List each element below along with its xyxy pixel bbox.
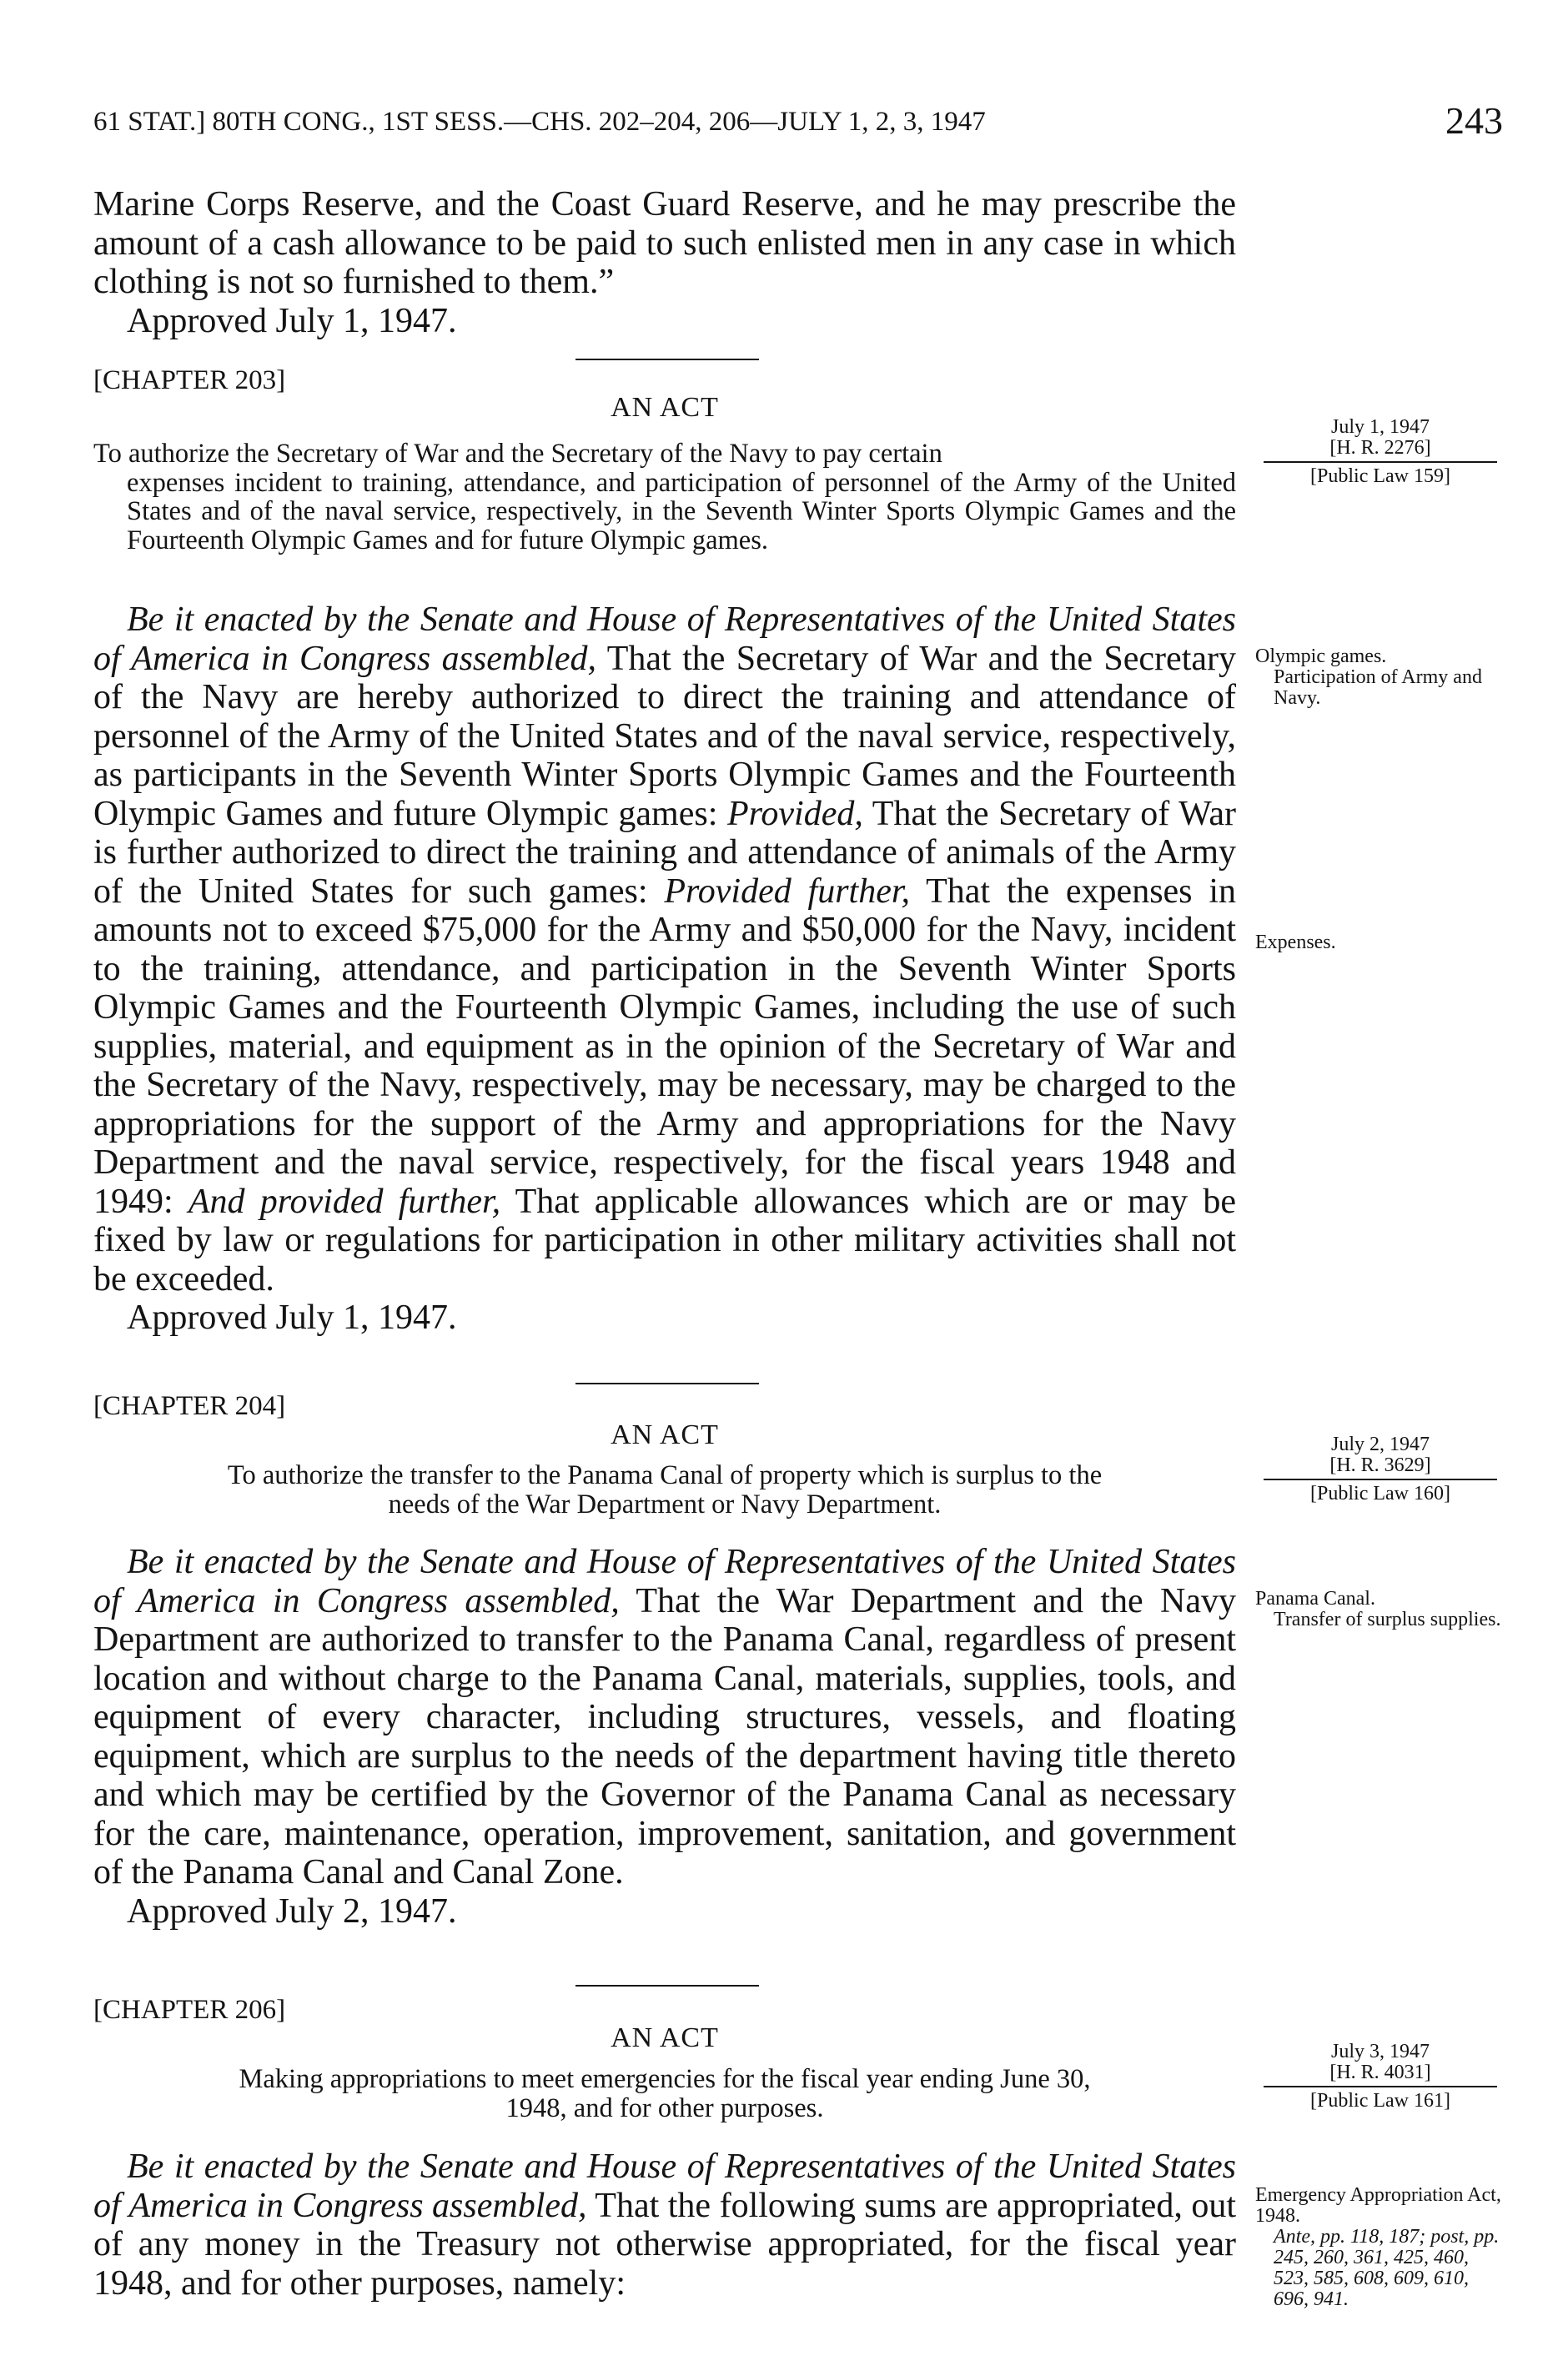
section-divider bbox=[575, 1383, 759, 1384]
continued-section bbox=[93, 185, 1236, 340]
chapter-203-title bbox=[93, 440, 1236, 555]
chapter-206-public-law: [Public Law 161] bbox=[1310, 2090, 1450, 2112]
chapter-203-label: [CHAPTER 203] bbox=[93, 365, 286, 395]
chapter-206-bill: [H. R. 4031] bbox=[1264, 2062, 1497, 2087]
chapter-203-an-act: AN ACT bbox=[611, 392, 719, 423]
chapter-204-label: [CHAPTER 204] bbox=[93, 1391, 286, 1421]
chapter-204-title-rest: needs of the War Department or Navy Department. bbox=[388, 1489, 942, 1520]
chapter-203-expenses-note: Expenses. bbox=[1255, 932, 1336, 953]
chapter-204-body bbox=[93, 1543, 1236, 1931]
chapter-206-date: July 3, 1947 bbox=[1330, 2041, 1430, 2062]
chapter-206-margin-citation bbox=[1255, 2042, 1505, 2112]
chapter-203-sidenote: Olympic games. Participation of Army and Navy. bbox=[1255, 645, 1482, 709]
enacting-clause: Be it enacted by the Senate and House of Representatives of the United States of America in Congress assembled, bbox=[93, 600, 1236, 678]
header-citation: 61 STAT.] 80TH CONG., 1ST SESS.—CHS. 202–204, 206—JULY 1, 2, 3, 1947 bbox=[93, 107, 986, 137]
chapter-204-title-first: To authorize the transfer to the Panama Canal of property which is surplus to the bbox=[227, 1460, 1103, 1490]
chapter-206-body bbox=[93, 2147, 1236, 2303]
chapter-204-margin-citation bbox=[1255, 1434, 1505, 1504]
page-number: 243 bbox=[1445, 99, 1503, 142]
chapter-203-title-rest: expenses incident to training, attendance, and participation of personnel of the Army of the United States and of the naval service, respectively, in the Seventh Winter Sports Olympic Games and the Fourteenth Olympic Games and for future Olympic games. bbox=[127, 467, 1236, 555]
continued-approved: Approved July 1, 1947. bbox=[127, 301, 457, 340]
chapter-204-sidenote: Panama Canal. Transfer of surplus supplies. bbox=[1255, 1588, 1501, 1630]
chapter-204-title bbox=[93, 1461, 1236, 1519]
chapter-206-paragraph: Be it enacted by the Senate and House of Representatives of the United States of America in Congress assembled, That the following sums are appropriated, out of any money in the Treasury not otherwise appropriated, for the fiscal year 1948, and for other purposes, namely: bbox=[93, 2147, 1237, 2303]
chapter-204-paragraph: Be it enacted by the Senate and House of Representatives of the United States of America in Congress assembled, That the War Department and the Navy Department are authorized to transfer to the Panama Canal, regardless of present location and without charge to the Panama Canal, materials, supplies, tools, and equipment of every character, including structures, vessels, and floating equipment, which are surplus to the needs of the department having title thereto and which may be certified by the Governor of the Panama Canal as necessary for the care, maintenance, operation, improvement, sanitation, and government of the Panama Canal and Canal Zone. bbox=[93, 1543, 1236, 1891]
enacting-clause: Be it enacted by the Senate and House of Representatives of the United States of America in Congress assembled, bbox=[93, 2147, 1236, 2225]
chapter-204-public-law: [Public Law 160] bbox=[1310, 1483, 1450, 1504]
chapter-204-an-act: AN ACT bbox=[611, 1419, 719, 1450]
chapter-203-approved: Approved July 1, 1947. bbox=[127, 1299, 457, 1337]
chapter-206-label: [CHAPTER 206] bbox=[93, 1995, 286, 2025]
chapter-203-margin-citation bbox=[1255, 417, 1505, 487]
chapter-203-date: July 1, 1947 bbox=[1330, 416, 1430, 438]
chapter-204-bill: [H. R. 3629] bbox=[1264, 1455, 1497, 1480]
chapter-203-paragraph: Be it enacted by the Senate and House of Representatives of the United States of America in Congress assembled, That the Secretary of War and the Secretary of the Navy are hereby authorized to direct the training and attendance of personnel of the Army of the United States and of the naval service, respectively, as participants in the Seventh Winter Sports Olympic Games and the Fourteenth Olympic Games and future Olympic games: Provided, That the Secretary of War is further authorized to direct the training and attendance of animals of the Army of the United States for such games: Provided further, That the expenses in amounts not to exceed $75,000 for the Army and $50,000 for the Navy, incident to the training, attendance, and participation in the Seventh Winter Sports Olympic Games and the Fourteenth Olympic Games, including the use of such supplies, material, and equipment as in the opinion of the Secretary of War and the Secretary of the Navy, respectively, may be necessary, may be charged to the appropriations for the support of the Army and appropriations for the Navy Department and the naval service, respectively, for the fiscal years 1948 and 1949: And provided further, That applicable allowances which are or may be fixed by law or regulations for participation in other military activities shall not be exceeded. bbox=[93, 600, 1236, 1299]
section-divider bbox=[575, 1985, 759, 1987]
running-header bbox=[93, 99, 1503, 142]
chapter-206-title-rest: 1948, and for other purposes. bbox=[505, 2092, 824, 2123]
chapter-203-bill: [H. R. 2276] bbox=[1264, 438, 1497, 463]
chapter-203-public-law: [Public Law 159] bbox=[1310, 465, 1450, 487]
chapter-204-date: July 2, 1947 bbox=[1330, 1434, 1430, 1455]
chapter-206-title bbox=[93, 2065, 1236, 2122]
chapter-206-title-first: Making appropriations to meet emergencies for the fiscal year ending June 30, bbox=[239, 2064, 1091, 2094]
chapter-204-approved: Approved July 2, 1947. bbox=[127, 1891, 457, 1931]
enacting-clause: Be it enacted by the Senate and House of Representatives of the United States of America in Congress assembled, bbox=[93, 1543, 1236, 1620]
continued-paragraph: Marine Corps Reserve, and the Coast Guard Reserve, and he may prescribe the amount of a cash allowance to be paid to such enlisted men in any case in which clothing is not so furnished to them.” bbox=[93, 185, 1236, 301]
chapter-206-an-act: AN ACT bbox=[611, 2022, 719, 2053]
chapter-203-body bbox=[93, 600, 1236, 1338]
chapter-203-title-first: To authorize the Secretary of War and the Secretary of the Navy to pay certain bbox=[93, 439, 942, 469]
section-divider bbox=[575, 359, 759, 360]
chapter-206-sidenote: Emergency Appropriation Act, 1948. Ante, pp. 118, 187; post, pp. 245, 260, 361, 425, 460, 523, 585, 608, 609, 610, 696, 941. bbox=[1255, 2184, 1501, 2310]
